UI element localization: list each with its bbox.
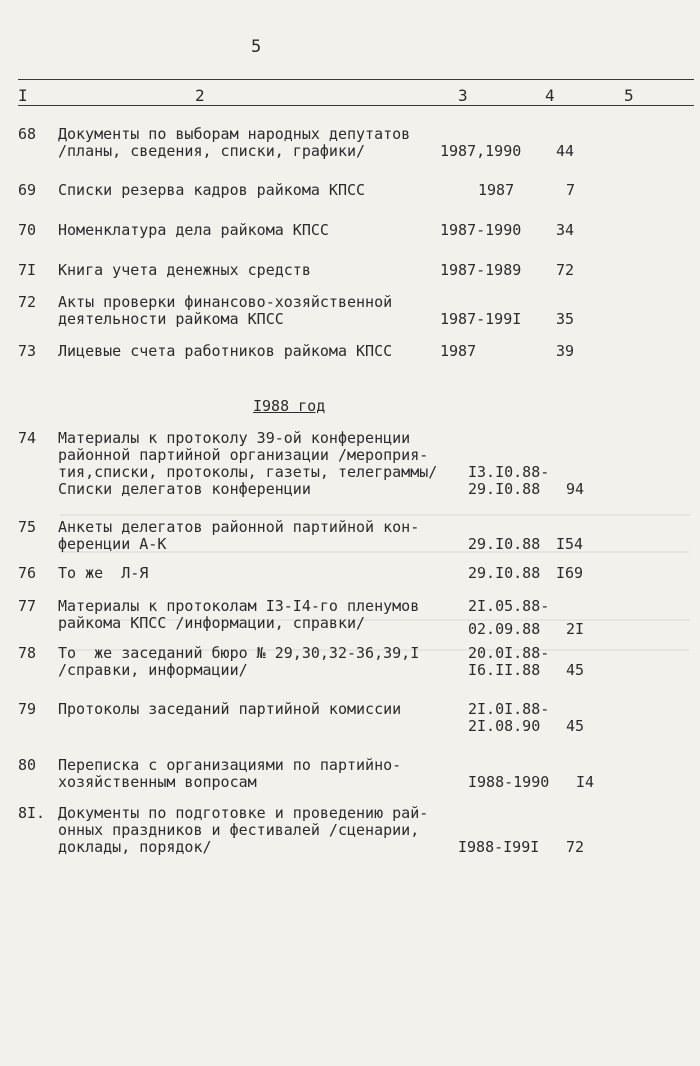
entry-title-line: тия,списки, протоколы, газеты, телеграммы/ <box>58 463 438 481</box>
entry-title-line: Протоколы заседаний партийной комиссии <box>58 700 402 718</box>
entry-dates: 1987-1989 <box>440 261 522 279</box>
entry-number: 72 <box>18 293 37 311</box>
entry-dates: 1987,1990 <box>440 142 522 160</box>
entry-title-line: доклады, порядок/ <box>58 838 212 856</box>
entry-title-line: Материалы к протоколу 39-ой конференции <box>58 429 411 447</box>
header-top-rule <box>18 79 694 80</box>
entry-dates: 29.I0.88 <box>468 564 541 582</box>
column-header-3: 3 <box>458 86 468 105</box>
entry-dates: 2I.0I.88- <box>468 700 550 718</box>
entry-title-line: Списки делегатов конференции <box>58 480 311 498</box>
entry-sheets: 72 <box>566 838 585 856</box>
entry-title-line: Лицевые счета работников райкома КПСС <box>58 342 393 360</box>
entry-title-line: Номенклатура дела райкома КПСС <box>58 221 329 239</box>
entry-sheets: 94 <box>566 480 585 498</box>
entry-title-line: деятельности райкома КПСС <box>58 310 284 328</box>
entry-dates: 29.I0.88 <box>468 480 541 498</box>
entry-title-line: ференции А-К <box>58 535 167 553</box>
entry-sheets: 39 <box>556 342 575 360</box>
entry-title-line: Документы по подготовке и проведению рай- <box>58 804 429 822</box>
entry-number: 70 <box>18 221 37 239</box>
header-bottom-rule <box>18 105 694 106</box>
entry-number: 73 <box>18 342 37 360</box>
entry-number: 80 <box>18 756 37 774</box>
column-header-1: I <box>18 86 28 105</box>
entry-dates: I3.I0.88- <box>468 463 550 481</box>
entry-dates: 1987 <box>478 181 515 199</box>
entry-dates: I988-1990 <box>468 773 550 791</box>
entry-title-line: Анкеты делегатов районной партийной кон- <box>58 518 420 536</box>
column-header-5: 5 <box>624 86 634 105</box>
entry-sheets: 45 <box>566 661 585 679</box>
entry-number: 76 <box>18 564 37 582</box>
entry-dates: 1987-1990 <box>440 221 522 239</box>
entry-title-line: Материалы к протоколам I3-I4-го пленумов <box>58 597 420 615</box>
entry-number: 68 <box>18 125 37 143</box>
entry-number: 7I <box>18 261 37 279</box>
entry-dates: 02.09.88 <box>468 620 541 638</box>
entry-sheets: I4 <box>576 773 595 791</box>
entry-number: 74 <box>18 429 37 447</box>
entry-number: 79 <box>18 700 37 718</box>
entry-title-line: То же Л-Я <box>58 564 149 582</box>
entry-sheets: 34 <box>556 221 575 239</box>
entry-title-line: районной партийной организации /мероприя- <box>58 446 429 464</box>
entry-dates: 2I.05.88- <box>468 597 550 615</box>
entry-sheets: 72 <box>556 261 575 279</box>
entry-number: 77 <box>18 597 37 615</box>
column-header-4: 4 <box>545 86 555 105</box>
entry-number: 69 <box>18 181 37 199</box>
entry-title-line: Книга учета денежных средств <box>58 261 311 279</box>
entry-sheets: 35 <box>556 310 575 328</box>
entry-dates: 29.I0.88 <box>468 535 541 553</box>
entry-number: 75 <box>18 518 37 536</box>
entry-title-line: Переписка с организациями по партийно- <box>58 756 402 774</box>
column-header-2: 2 <box>195 86 205 105</box>
page-number: 5 <box>251 37 262 57</box>
entry-dates: 1987-199I <box>440 310 522 328</box>
entry-dates: I988-I99I <box>458 838 540 856</box>
entry-dates: 20.0I.88- <box>468 644 550 662</box>
entry-sheets: I54 <box>556 535 584 553</box>
entry-title-line: райкома КПСС /информации, справки/ <box>58 614 366 632</box>
entry-title-line: Акты проверки финансово-хозяйственной <box>58 293 393 311</box>
entry-dates: I6.II.88 <box>468 661 541 679</box>
entry-title-line: хозяйственным вопросам <box>58 773 257 791</box>
entry-number: 8I. <box>18 804 46 822</box>
entry-title-line: онных праздников и фестивалей /сценарии, <box>58 821 420 839</box>
entry-sheets: 7 <box>566 181 576 199</box>
entry-title-line: То же заседаний бюро № 29,30,32-36,39,I <box>58 644 420 662</box>
entry-title-line: Документы по выборам народных депутатов <box>58 125 411 143</box>
entry-title-line: /справки, информации/ <box>58 661 248 679</box>
entry-number: 78 <box>18 644 37 662</box>
entry-title-line: Списки резерва кадров райкома КПСС <box>58 181 366 199</box>
entry-dates: 1987 <box>440 342 477 360</box>
entry-sheets: 44 <box>556 142 575 160</box>
entry-sheets: 45 <box>566 717 585 735</box>
entry-sheets: 2I <box>566 620 585 638</box>
entry-sheets: I69 <box>556 564 584 582</box>
entry-title-line: /планы, сведения, списки, графики/ <box>58 142 366 160</box>
section-heading-year: I988 год <box>253 397 326 415</box>
entry-dates: 2I.08.90 <box>468 717 541 735</box>
